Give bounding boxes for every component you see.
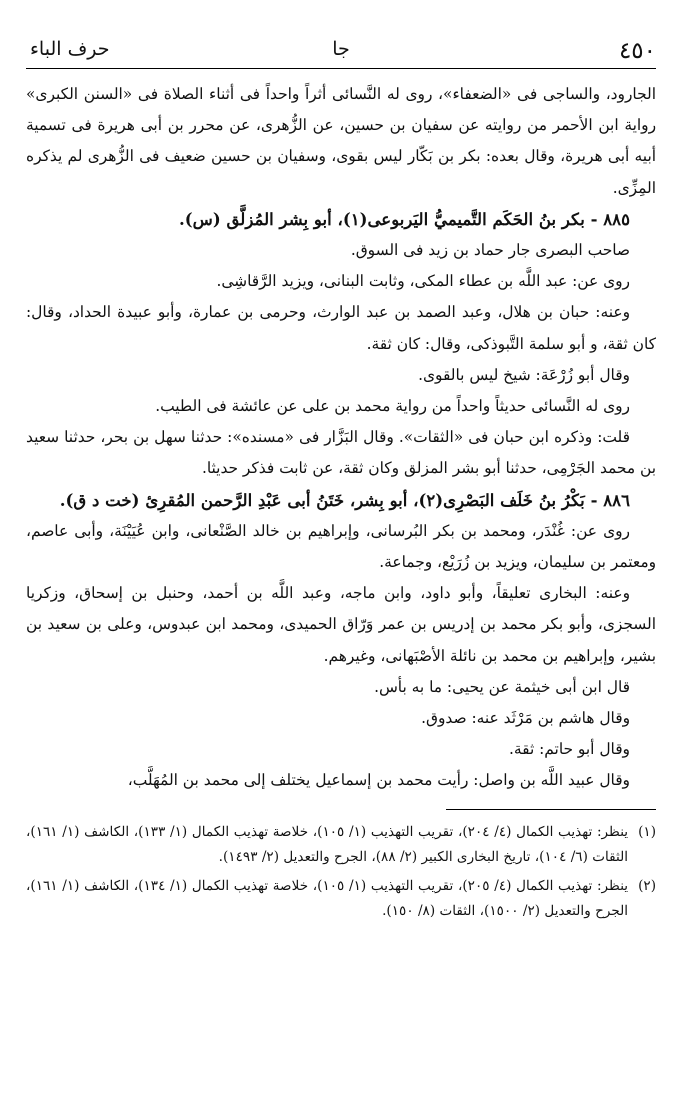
paragraph: وقال أبو حاتم: ثقة. <box>509 740 630 759</box>
footnote-number: (١) <box>638 823 656 840</box>
footnote <box>26 874 656 924</box>
entry-heading-885: ٨٨٥ - بكر بنُ الحَكَم التَّميميُّ اليَربوعى(١)، أبو بِشر المُزلَّق (س). <box>178 208 630 229</box>
paragraph: روى عن: عبد اللَّه بن عطاء المكى، وثابت البنانى، ويزيد الرَّقاشِى. <box>216 272 630 291</box>
volume-label: جا <box>332 38 350 60</box>
chapter-title: حرف الباء <box>30 38 110 60</box>
paragraph: وعنه: حبان بن هلال، وعبد الصمد بن عبد الوارث، وحرمى بن عمارة، وأبو عبيدة الحداد، وقال: كان ثقة، و أبو سلمة التَّبوذكى، وقال: كان ثقة. <box>26 303 656 353</box>
paragraph: روى له النَّسائى حديثاً واحداً من رواية محمد بن على عن عائشة فى الطيب. <box>155 397 630 416</box>
paragraph: وعنه: البخارى تعليقاً، وأبو داود، وابن ماجه، وعبد اللَّه بن أحمد، وحنبل بن إسحاق، وزكريا السجزى، وأبو بكر محمد بن إدريس بن عمر وَرّاق الحميدى، ومحمد ابن عبدوس، وعلى بن سعيد بن بشير، وإبراهيم بن محمد بن نائلة الأصْبَهانى، وغيرهم. <box>26 584 656 665</box>
paragraph: وقال هاشم بن مَرْثَد عنه: صدوق. <box>421 709 630 728</box>
entry-heading-886: ٨٨٦ - بَكْرُ بنُ خَلَف البَصْرِى(٢)، أبو بِشر، خَتَنُ أبى عَبْدِ الرَّحمن المُقرِئ (خت د ق). <box>59 489 630 510</box>
paragraph: صاحب البصرى جار حماد بن زيد فى السوق. <box>350 241 630 260</box>
paragraph: روى عن: غُنْدَر، ومحمد بن بكر البُرسانى، وإبراهيم بن خالد الصَّنْعانى، وابن عُيَيْنَة، وأبى عاصم، ومعتمر بن سليمان، ويزيد بن زُرَيْع، وجماعة. <box>26 521 656 572</box>
paragraph: وقال عبيد اللَّه بن واصل: رأيت محمد بن إسماعيل يختلف إلى محمد بن المُهَلَّب، <box>127 771 630 790</box>
footnote-number: (٢) <box>638 877 656 894</box>
paragraph: الجارود، والساجى فى «الضعفاء»، روى له النَّسائى أثراً واحداً فى أثناء الصلاة فى «السنن الكبرى» رواية ابن الأحمر من روايته عن سفيان بن حسين، عن الزُّهرى، عن محرر بن أبى هريرة فى تسمية أبيه أبى هريرة، وقال بعده: بكر بن بَكّار ليس بقوى، وسفيان بن حسين ضعيف فى الزُّهرى لم يذكره المِزِّى. <box>26 85 656 197</box>
page-number: ٤٥٠ <box>618 38 656 64</box>
paragraph: قال ابن أبى خيثمة عن يحيى: ما به بأس. <box>374 677 630 696</box>
paragraph: قلت: وذكره ابن حبان فى «الثقات». وقال البَزَّار فى «مسنده»: حدثنا سهل بن بحر، حدثنا سعيد بن محمد الجَرْمِى، حدثنا أبو بشر المزلق وكان ثقة، عن ثابت فذكر حديثا. <box>26 428 656 478</box>
main-text <box>26 79 656 797</box>
book-page <box>26 30 656 928</box>
footnotes <box>26 820 656 924</box>
footnote-text: ينظر: تهذيب الكمال (٤/ ٢٠٥)، تقريب التهذيب (١/ ١٠٥)، خلاصة تهذيب الكمال (١/ ١٣٤)، الكاشف (١/ ١٦١)، الجرح والتعديل (٢/ ١٥٠٠)، الثقات (٨/ ١٥٠). <box>26 877 629 919</box>
footnote-text: ينظر: تهذيب الكمال (٤/ ٢٠٤)، تقريب التهذيب (١/ ١٠٥)، خلاصة تهذيب الكمال (١/ ١٣٣)، الكاشف (١/ ١٦١)، الثقات (٦/ ١٠٤)، تاريخ البخارى الكبير (٢/ ٨٨)، الجرح والتعديل (٢/ ١٤٩٣). <box>26 823 629 865</box>
page-header <box>26 30 656 64</box>
footnote-rule <box>446 809 656 810</box>
paragraph: وقال أبو زُرْعَة: شيخ ليس بالقوى. <box>418 365 630 384</box>
header-rule <box>26 68 656 69</box>
footnote <box>26 820 656 870</box>
